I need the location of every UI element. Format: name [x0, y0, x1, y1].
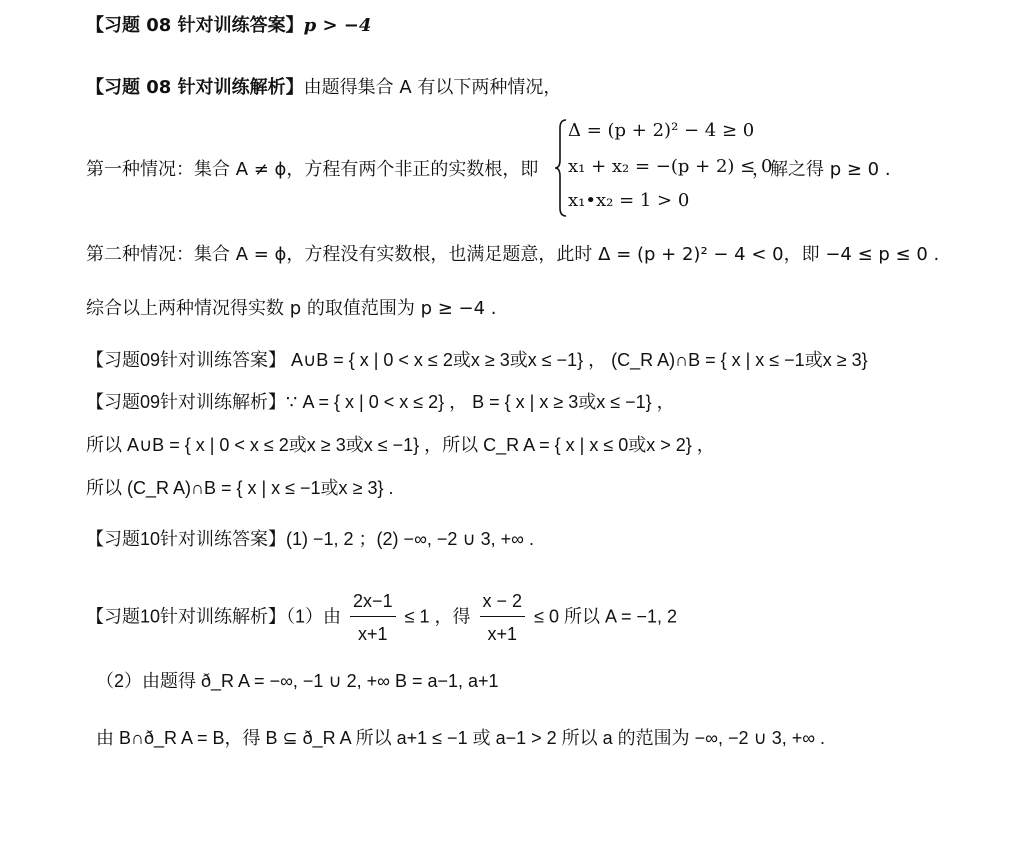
fraction-2-denominator: x+1	[487, 624, 518, 644]
analysis-10-part3	[96, 727, 825, 749]
answer-10	[86, 528, 534, 550]
analysis-10-part2-text: （2）由题得 ð_R A = −∞, −1 ∪ 2, +∞ B = a−1, a+1	[96, 671, 499, 691]
left-brace-icon	[554, 118, 568, 218]
analysis-08-text: 由题得集合 A 有以下两种情况，	[303, 77, 562, 98]
answer-09	[86, 349, 868, 371]
analysis-09-text2: 所以 A∪B = { x | 0 < x ≤ 2或x ≥ 3或x ≤ −1} ，所以 C_R A = { x | x ≤ 0或x > 2} ，	[86, 435, 715, 455]
analysis-09-line1	[86, 391, 675, 413]
case-two	[86, 244, 939, 266]
system-row-3: x₁•x₂ = 1 > 0	[568, 190, 690, 211]
answer-08	[86, 15, 371, 37]
analysis-10-tail: ≤ 0 所以 A = −1, 2	[534, 606, 678, 627]
conclusion-08	[86, 298, 497, 320]
case-one-text	[86, 159, 538, 181]
answer-08-math: p > −4	[303, 15, 372, 36]
analysis-09-line3	[86, 477, 393, 499]
answer-10-text: 【习题10针对训练答案】(1) −1, 2 ；(2) −∞, −2 ∪ 3, +∞ .	[86, 529, 534, 549]
fraction-1	[350, 588, 396, 647]
analysis-09-text1: 【习题09针对训练解析】∵ A = { x | 0 < x ≤ 2} ， B = { x | x ≥ 3或x ≤ −1} ，	[86, 392, 675, 412]
analysis-09-line2	[86, 434, 715, 456]
answer-08-label: 【习题 08 针对训练答案】	[86, 15, 304, 36]
conclusion-08-text: 综合以上两种情况得实数 p 的取值范围为 p ≥ −4 .	[86, 298, 497, 319]
answer-09-text: 【习题09针对训练答案】 A∪B = { x | 0 < x ≤ 2或x ≥ 3或x ≤ −1} ， (C_R A)∩B = { x | x ≤ −1或x ≥ 3}	[86, 350, 868, 370]
analysis-08-intro	[86, 77, 561, 99]
analysis-10-mid: ≤ 1 ，得	[404, 606, 471, 627]
analysis-10-part1	[86, 588, 677, 647]
case-two-text: 第二种情况：集合 A = ϕ，方程没有实数根，也满足题意，此时 Δ = (p + 2)² − 4 < 0，即 −4 ≤ p ≤ 0 .	[86, 244, 940, 265]
system-row-1: Δ = (p + 2)² − 4 ≥ 0	[568, 120, 755, 141]
fraction-2-numerator: x − 2	[480, 588, 526, 617]
analysis-09-text3: 所以 (C_R A)∩B = { x | x ≤ −1或x ≥ 3} .	[86, 478, 394, 498]
case-one-tail	[752, 159, 891, 181]
analysis-10-part2	[96, 670, 499, 692]
analysis-08-label: 【习题 08 针对训练解析】	[86, 77, 304, 98]
fraction-1-numerator: 2x−1	[350, 588, 396, 617]
fraction-2	[480, 588, 526, 647]
fraction-1-denominator: x+1	[358, 624, 388, 644]
system-row-2: x₁ + x₂ = −(p + 2) ≤ 0	[568, 156, 773, 177]
analysis-10-part3-text: 由 B∩ð_R A = B，得 B ⊆ ð_R A 所以 a+1 ≤ −1 或 a−1 > 2 所以 a 的范围为 −∞, −2 ∪ 3, +∞ .	[96, 728, 826, 748]
case-one-lead: 第一种情况：集合 A ≠ ϕ，方程有两个非正的实数根，即	[86, 159, 539, 180]
case-one-result: ，解之得 p ≥ 0 .	[752, 159, 891, 180]
analysis-10-label: 【习题10针对训练解析】（1）由	[86, 606, 342, 627]
